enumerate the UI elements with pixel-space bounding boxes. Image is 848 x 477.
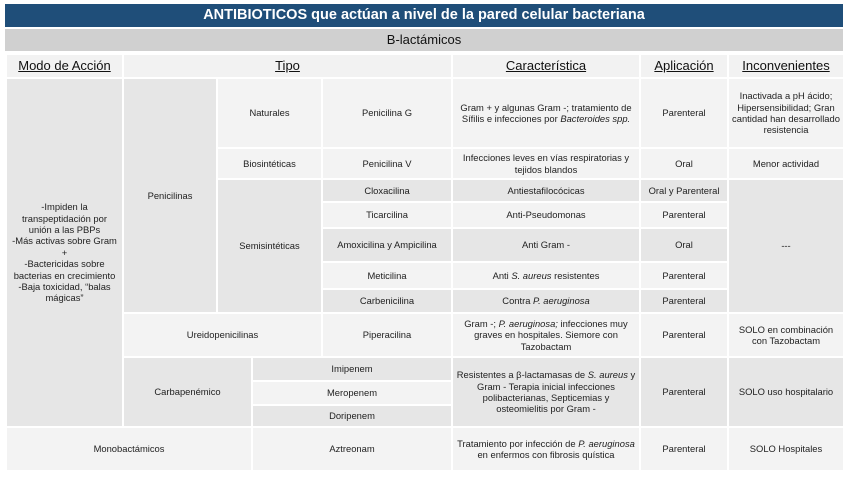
modo-line: -Impiden la transpeptidación por unión a las PBPs — [22, 201, 107, 235]
group-semisinteticas: Semisintéticas — [217, 179, 322, 313]
group-carbapenemico: Carbapenémico — [123, 357, 252, 427]
characteristic-text: Resistentes a β-lactamasas de — [456, 369, 588, 381]
header-aplicacion: Aplicación — [640, 54, 728, 78]
drawbacks-cell: SOLO Hospitales — [728, 427, 844, 471]
characteristic-cell — [452, 313, 640, 357]
characteristic-text: Tratamiento por infección de — [457, 437, 579, 449]
characteristic-cell — [452, 262, 640, 289]
drug-name: Ticarcilina — [322, 202, 452, 228]
modo-line: -Bactericidas sobre bacterias en crecimiento — [13, 258, 116, 281]
drug-name: Penicilina G — [322, 78, 452, 148]
characteristic-cell: Infecciones leves en vías respiratorias y tejidos blandos — [452, 148, 640, 179]
characteristic-text: resistentes — [551, 269, 600, 281]
characteristic-cell — [452, 289, 640, 313]
characteristic-italic: S. aureus — [511, 269, 552, 281]
header-modo: Modo de Acción — [6, 54, 123, 78]
characteristic-italic: P. aeruginosa; — [498, 317, 558, 329]
characteristic-italic: Bacteroides spp. — [560, 113, 631, 124]
header-tipo: Tipo — [123, 54, 452, 78]
drug-name: Penicilina V — [322, 148, 452, 179]
characteristic-text: Contra — [502, 295, 534, 307]
table-row — [6, 427, 844, 471]
table-row — [6, 313, 844, 357]
group-naturales: Naturales — [217, 78, 322, 148]
characteristic-italic: P. aeruginosa — [578, 437, 635, 449]
characteristic-text: infecciones muy graves en hospitales. Siemore con Tazobactam — [474, 317, 628, 352]
characteristic-cell: Antiestafilocócicas — [452, 179, 640, 202]
antibiotics-table — [5, 53, 845, 472]
characteristic-cell: Anti-Pseudomonas — [452, 202, 640, 228]
drug-name: Meropenem — [252, 381, 452, 405]
modo-line: -Más activas sobre Gram + — [12, 235, 117, 258]
drawbacks-cell: Menor actividad — [728, 148, 844, 179]
group-penicilinas: Penicilinas — [123, 78, 217, 313]
page-title: ANTIBIOTICOS que actúan a nivel de la pared celular bacteriana — [5, 4, 843, 27]
group-ureidopenicilinas: Ureidopenicilinas — [123, 313, 322, 357]
group-monobactamicos: Monobactámicos — [6, 427, 252, 471]
application-cell: Oral — [640, 148, 728, 179]
drug-name: Aztreonam — [252, 427, 452, 471]
drug-name: Carbenicilina — [322, 289, 452, 313]
drug-name: Meticilina — [322, 262, 452, 289]
drug-name: Amoxicilina y Ampicilina — [322, 228, 452, 262]
characteristic-cell — [452, 427, 640, 471]
drug-name: Cloxacilina — [322, 179, 452, 202]
application-cell: Oral — [640, 228, 728, 262]
drawbacks-cell: SOLO en combinación con Tazobactam — [728, 313, 844, 357]
drug-name: Piperacilina — [322, 313, 452, 357]
characteristic-text: Gram + y algunas Gram -; tratamiento de Sífilis e infecciones por — [460, 101, 632, 124]
group-biosinteticas: Biosintéticas — [217, 148, 322, 179]
drug-name: Doripenem — [252, 405, 452, 427]
table-row — [6, 78, 844, 148]
characteristic-italic: P. aeruginosa — [533, 295, 590, 307]
characteristic-cell: Anti Gram - — [452, 228, 640, 262]
drawbacks-cell: --- — [728, 179, 844, 313]
application-cell: Parenteral — [640, 78, 728, 148]
characteristic-cell — [452, 78, 640, 148]
header-caracteristica: Característica — [452, 54, 640, 78]
header-inconvenientes: Inconvenientes — [728, 54, 844, 78]
application-cell: Parenteral — [640, 262, 728, 289]
application-cell: Oral y Parenteral — [640, 179, 728, 202]
characteristic-text: Gram -; — [464, 317, 499, 329]
application-cell: Parenteral — [640, 313, 728, 357]
characteristic-text: y Gram - Terapia inicial infecciones polibacterianas, Septicemias y osteomielitis por Gram - — [477, 369, 636, 415]
table-row — [6, 357, 844, 381]
characteristic-text: Anti — [492, 269, 512, 281]
application-cell: Parenteral — [640, 289, 728, 313]
characteristic-cell — [452, 357, 640, 427]
application-cell: Parenteral — [640, 357, 728, 427]
table-subtitle: B-lactámicos — [5, 29, 843, 51]
application-cell: Parenteral — [640, 202, 728, 228]
drawbacks-cell: SOLO uso hospitalario — [728, 357, 844, 427]
header-row — [6, 54, 844, 78]
modo-line: -Baja toxicidad, “balas mágicas” — [18, 281, 111, 304]
characteristic-text: en enfermos con fibrosis quística — [477, 449, 615, 460]
application-cell: Parenteral — [640, 427, 728, 471]
modo-de-accion-cell — [6, 78, 123, 427]
drug-name: Imipenem — [252, 357, 452, 381]
characteristic-italic: S. aureus — [587, 369, 628, 381]
drawbacks-cell: Inactivada a pH ácido; Hipersensibilidad; Gran cantidad han desarrollado resistencia — [728, 78, 844, 148]
